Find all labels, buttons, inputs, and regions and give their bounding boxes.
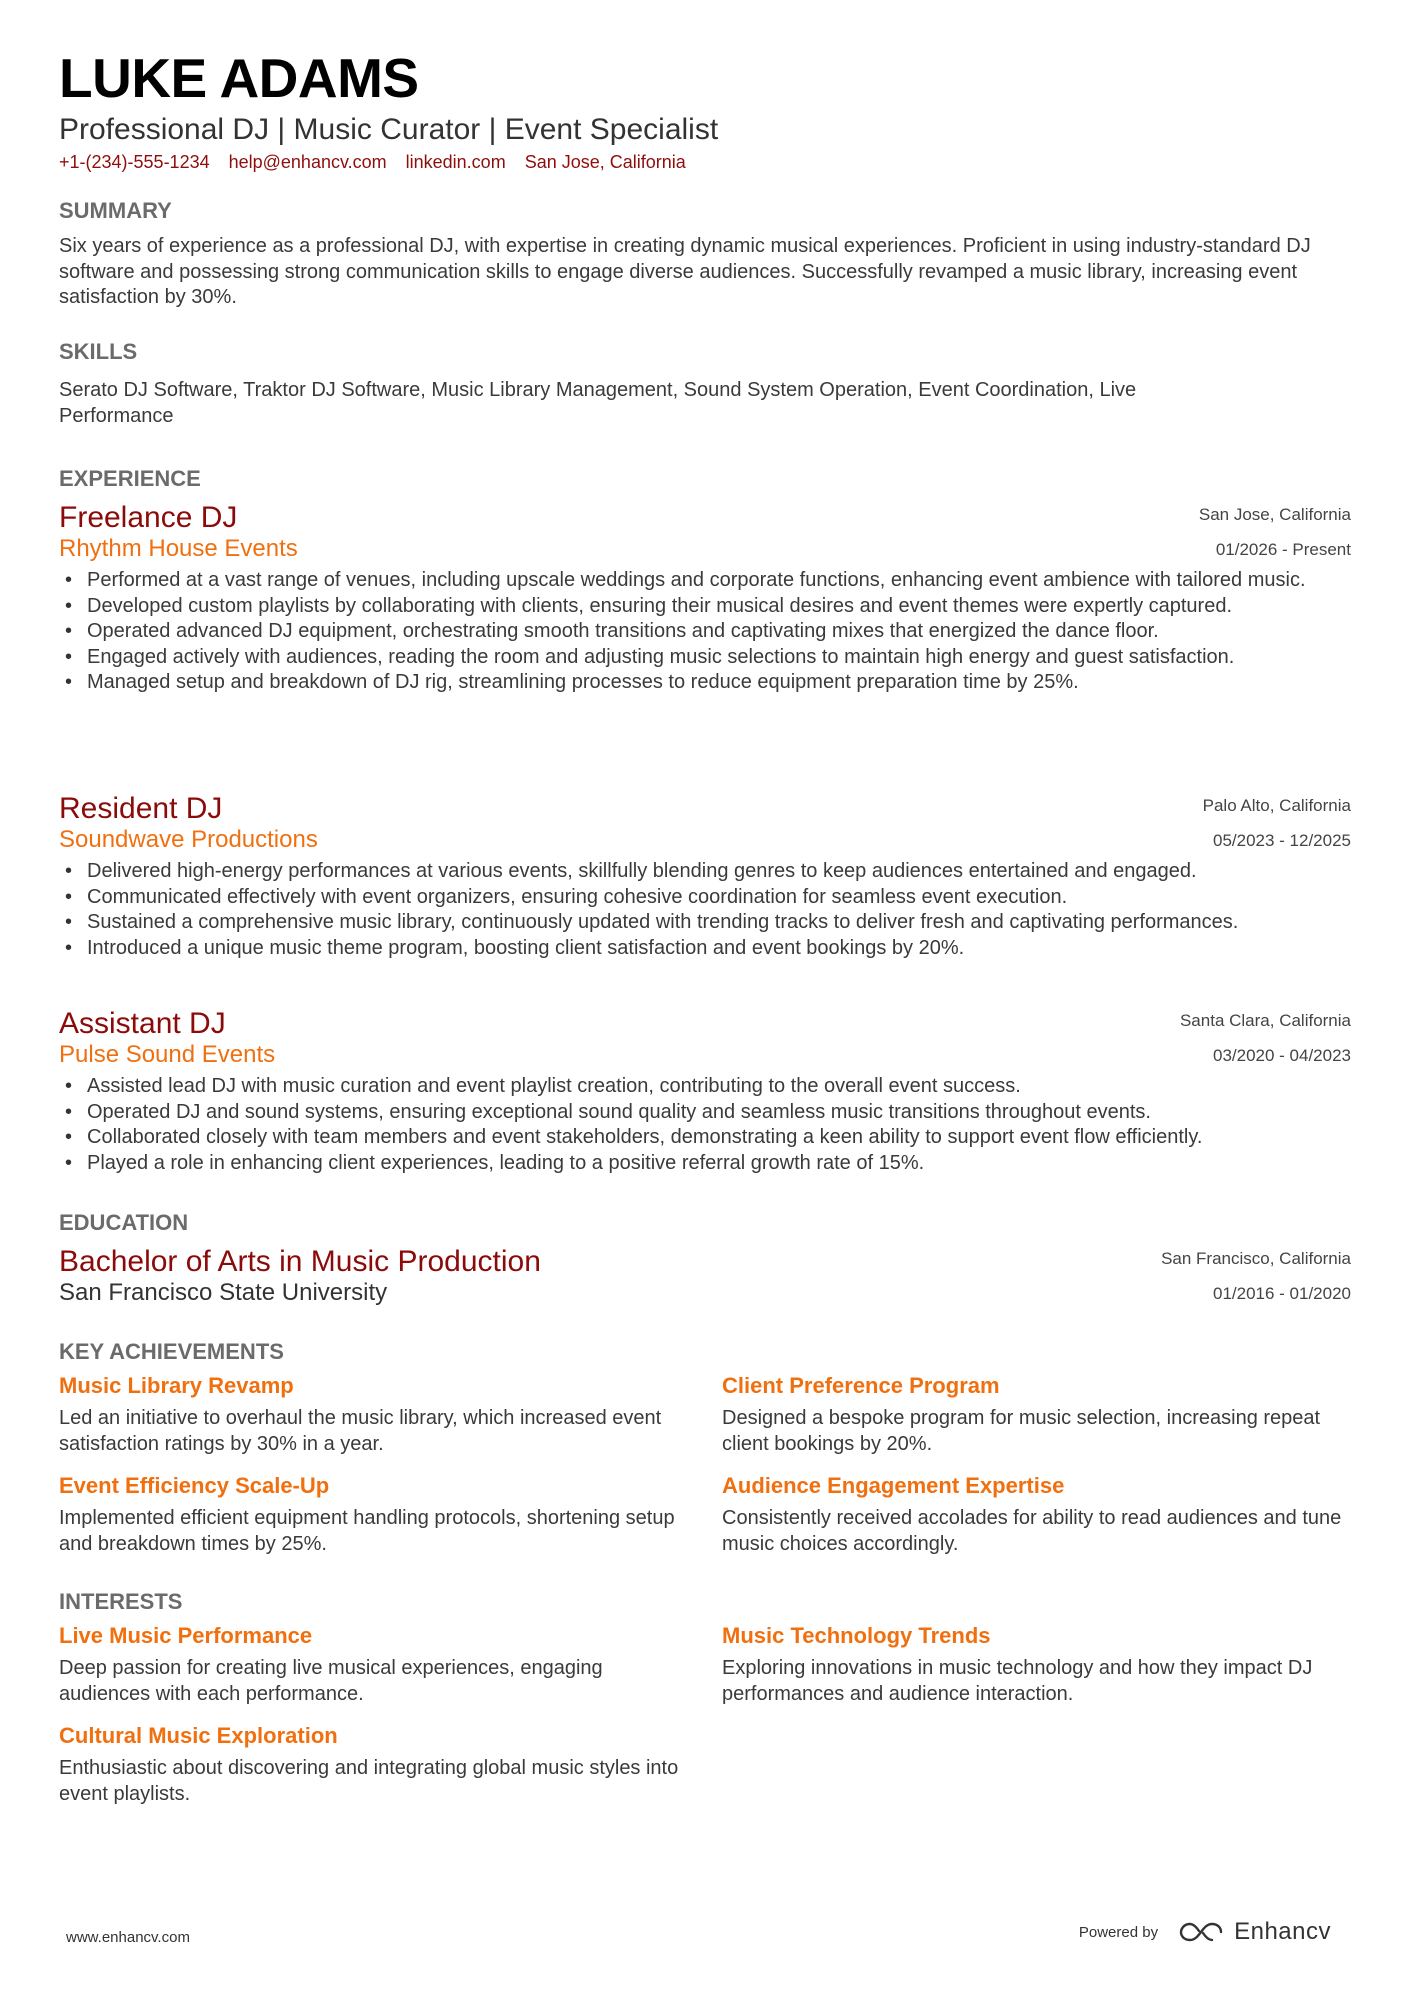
- linkedin-link[interactable]: linkedin.com: [405, 152, 506, 172]
- job-entry: [59, 1006, 1351, 1176]
- achievement-item: [59, 1372, 679, 1457]
- bullet-item: • Performed at a vast range of venues, including upscale weddings and corporate functions, enhancing event ambience with tailored music.: [59, 568, 1351, 594]
- job-role: Freelance DJ: [59, 501, 238, 534]
- achievement-title: Client Preference Program: [722, 1373, 1000, 1398]
- email-link[interactable]: help@enhancv.com: [228, 152, 387, 172]
- degree-title: Bachelor of Arts in Music Production: [59, 1245, 541, 1278]
- job-company: Rhythm House Events: [59, 535, 298, 562]
- bullet-item: • Communicated effectively with event organizers, ensuring cohesive coordination for seamless event execution.: [59, 885, 1351, 911]
- headline: Professional DJ | Music Curator | Event Specialist: [59, 113, 719, 146]
- summary-text: Six years of experience as a professional DJ, with expertise in creating dynamic musical experiences. Proficient in using industry-standard DJ software and possessing strong communication skills to engage diverse audiences. Successfully revamped a music library, increasing event satisfaction by 30%.: [59, 235, 1311, 308]
- bullet-item: • Developed custom playlists by collaborating with clients, ensuring their musical desires and event themes were expertly captured.: [59, 594, 1351, 620]
- interest-text: Deep passion for creating live musical experiences, engaging audiences with each performance.: [59, 1657, 603, 1705]
- school-name: San Francisco State University: [59, 1279, 388, 1306]
- achievement-text: Implemented efficient equipment handling protocols, shortening setup and breakdown times by 25%.: [59, 1507, 675, 1555]
- interest-text: Exploring innovations in music technology and how they impact DJ performances and audience interaction.: [722, 1657, 1313, 1705]
- achievements-heading: KEY ACHIEVEMENTS: [59, 1339, 284, 1364]
- job-role: Resident DJ: [59, 792, 223, 825]
- achievement-title: Audience Engagement Expertise: [722, 1473, 1065, 1498]
- education-heading: EDUCATION: [59, 1210, 189, 1235]
- education-location: San Francisco, California: [1161, 1249, 1351, 1268]
- bullet-item: • Managed setup and breakdown of DJ rig, streamlining processes to reduce equipment preparation time by 25%.: [59, 670, 1351, 696]
- job-dates: 05/2023 - 12/2025: [1212, 831, 1351, 850]
- job-location: San Jose, California: [1198, 505, 1351, 524]
- interest-title: Music Technology Trends: [722, 1623, 991, 1648]
- job-company: Pulse Sound Events: [59, 1041, 276, 1068]
- bullet-item: • Operated DJ and sound systems, ensuring exceptional sound quality and seamless music transitions throughout events.: [59, 1100, 1351, 1126]
- bullet-item: • Operated advanced DJ equipment, orchestrating smooth transitions and captivating mixes that energized the dance floor.: [59, 619, 1351, 645]
- bullet-item: • Introduced a unique music theme program, boosting client satisfaction and event bookings by 20%.: [59, 936, 1351, 962]
- education-dates: 01/2016 - 01/2020: [1212, 1284, 1351, 1303]
- achievement-title: Event Efficiency Scale-Up: [59, 1473, 330, 1498]
- achievement-title: Music Library Revamp: [59, 1373, 294, 1398]
- skills-text: Serato DJ Software, Traktor DJ Software, Music Library Management, Sound System Operation, Event Coordination, Live Performance: [59, 379, 1137, 427]
- enhancv-logo-icon: [1178, 1920, 1224, 1944]
- interest-item: [59, 1722, 679, 1807]
- achievement-text: Led an initiative to overhaul the music library, which increased event satisfaction ratings by 30% in a year.: [59, 1407, 662, 1455]
- achievement-item: [722, 1372, 1342, 1457]
- job-entry: [59, 500, 1351, 696]
- enhancv-logo[interactable]: [1178, 1918, 1331, 1946]
- location-text: San Jose, California: [524, 152, 686, 172]
- job-location: Palo Alto, California: [1202, 796, 1351, 815]
- footer-website-link[interactable]: www.enhancv.com: [66, 1929, 190, 1946]
- job-dates: 03/2020 - 04/2023: [1212, 1046, 1351, 1065]
- achievement-text: Designed a bespoke program for music selection, increasing repeat client bookings by 20%.: [722, 1407, 1321, 1455]
- interest-title: Cultural Music Exploration: [59, 1723, 338, 1748]
- education-entry: [59, 1244, 1351, 1308]
- footer-branding: [1079, 1918, 1331, 1946]
- interest-title: Live Music Performance: [59, 1623, 313, 1648]
- phone-link[interactable]: +1-(234)-555-1234: [59, 152, 210, 172]
- achievement-item: [722, 1472, 1342, 1557]
- interest-text: Enthusiastic about discovering and integrating global music styles into event playlists.: [59, 1757, 679, 1805]
- job-role: Assistant DJ: [59, 1007, 226, 1040]
- interests-heading: INTERESTS: [59, 1589, 183, 1614]
- job-location: Santa Clara, California: [1179, 1011, 1351, 1030]
- job-dates: 01/2026 - Present: [1215, 540, 1351, 559]
- brand-name: Enhancv: [1234, 1918, 1331, 1945]
- job-bullets: [59, 859, 1351, 961]
- bullet-item: • Assisted lead DJ with music curation and event playlist creation, contributing to the overall event success.: [59, 1074, 1351, 1100]
- contact-row: [59, 150, 686, 174]
- achievement-item: [59, 1472, 679, 1557]
- bullet-item: • Sustained a comprehensive music library, continuously updated with trending tracks to deliver fresh and captivating performances.: [59, 910, 1351, 936]
- powered-by-label: Powered by: [1078, 1923, 1159, 1941]
- candidate-name: LUKE ADAMS: [59, 47, 419, 109]
- experience-heading: EXPERIENCE: [59, 466, 201, 491]
- job-bullets: [59, 568, 1351, 696]
- skills-heading: SKILLS: [59, 339, 138, 364]
- bullet-item: • Collaborated closely with team members and event stakeholders, demonstrating a keen ability to support event flow efficiently.: [59, 1125, 1351, 1151]
- job-bullets: [59, 1074, 1351, 1176]
- bullet-item: • Played a role in enhancing client experiences, leading to a positive referral growth rate of 15%.: [59, 1151, 1351, 1177]
- interest-item: [722, 1622, 1342, 1707]
- bullet-item: • Engaged actively with audiences, reading the room and adjusting music selections to maintain high energy and guest satisfaction.: [59, 645, 1351, 671]
- summary-heading: SUMMARY: [59, 198, 172, 223]
- job-company: Soundwave Productions: [59, 826, 318, 853]
- job-entry: [59, 791, 1351, 961]
- interest-item: [59, 1622, 679, 1707]
- achievement-text: Consistently received accolades for ability to read audiences and tune music choices accordingly.: [722, 1507, 1342, 1555]
- bullet-item: • Delivered high-energy performances at various events, skillfully blending genres to keep audiences entertained and engaged.: [59, 859, 1351, 885]
